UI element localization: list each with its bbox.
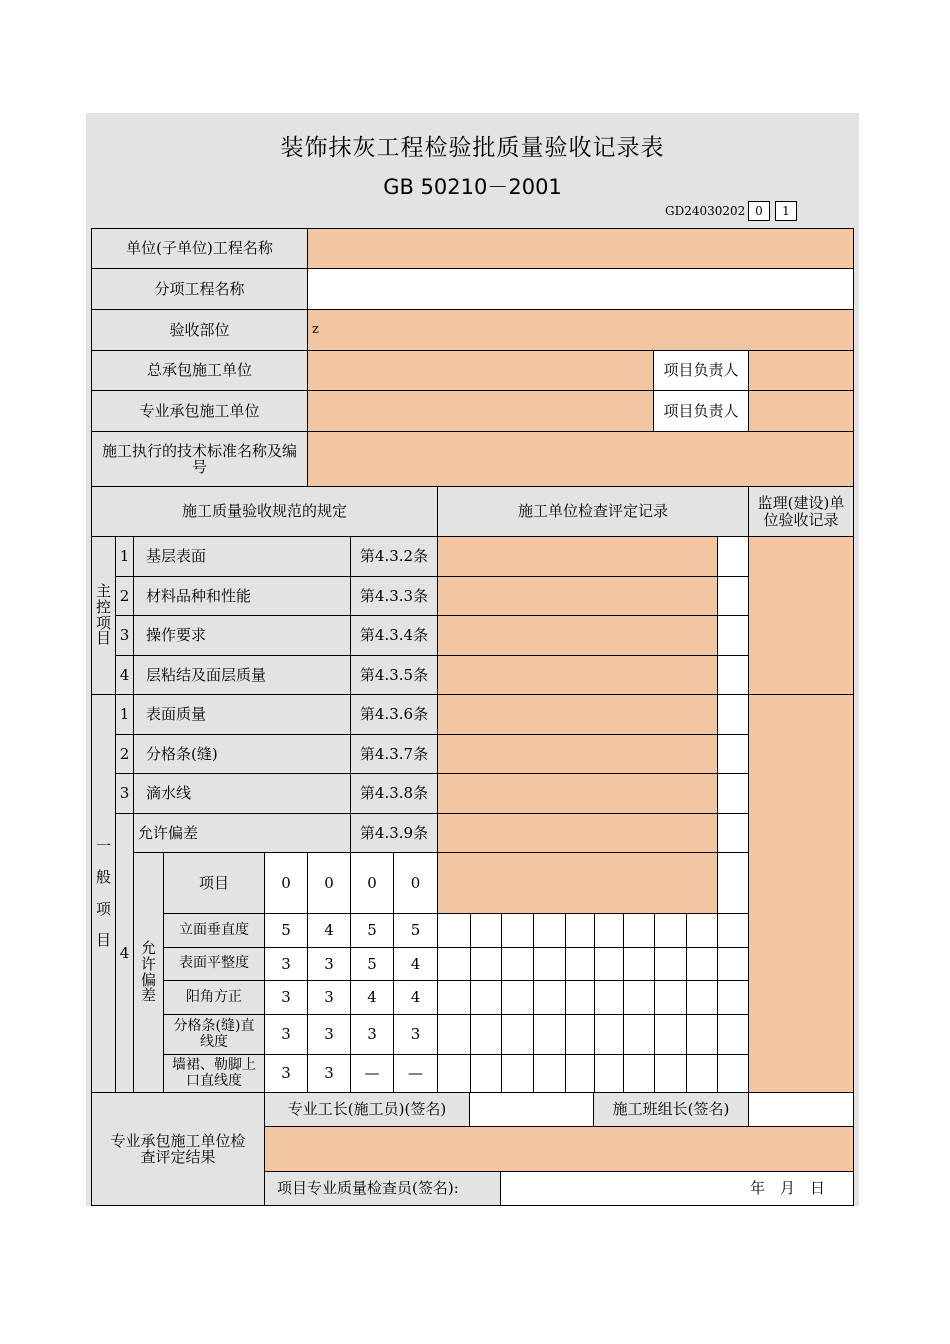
mc-result-field[interactable]	[717, 576, 749, 616]
mc-name: 层粘结及面层质量	[133, 655, 351, 695]
mc-record-field[interactable]	[437, 655, 718, 695]
form-code: GD24030202	[665, 204, 746, 218]
mc-result-field[interactable]	[717, 615, 749, 656]
gi-no: 3	[115, 773, 134, 814]
tech-standard-field[interactable]	[307, 431, 854, 487]
code-box-1[interactable]: 0	[748, 201, 770, 221]
general-label: 一般项目	[91, 694, 116, 1093]
tol-row-value: 3	[264, 1054, 308, 1093]
supervision-header: 监理(建设)单位验收记录	[748, 486, 854, 537]
mc-record-field[interactable]	[437, 576, 718, 616]
gi-result-field[interactable]	[717, 773, 749, 814]
tolerance-vertical-label: 允许偏差	[133, 852, 164, 1093]
general-contractor-label: 总承包施工单位	[91, 350, 308, 391]
tol-measure-cell[interactable]	[686, 947, 718, 981]
tolerance-clause: 第4.3.9条	[350, 813, 438, 853]
tol-row-value: 3	[307, 947, 351, 981]
team-leader-signature-field[interactable]	[748, 1092, 854, 1127]
general-contractor-field[interactable]	[307, 350, 654, 391]
tol-measure-cell[interactable]	[533, 913, 566, 948]
acceptance-part-label: 验收部位	[91, 309, 308, 351]
tol-measure-cell[interactable]	[717, 913, 750, 948]
tol-measure-cell[interactable]	[623, 980, 655, 1015]
tol-measure-cell[interactable]	[686, 1014, 718, 1055]
tol-measure-cell[interactable]	[565, 980, 595, 1015]
tol-measure-cell[interactable]	[654, 947, 687, 981]
gi-clause: 第4.3.7条	[350, 734, 438, 774]
tol-row-name: 墙裙、勒脚上口直线度	[163, 1054, 265, 1093]
tol-row-value: 3	[264, 980, 308, 1015]
tol-row-value: 4	[393, 947, 438, 981]
gi-supervision-field[interactable]	[748, 694, 854, 1093]
tol-measure-cell[interactable]	[654, 913, 687, 948]
specialty-contractor-field[interactable]	[307, 390, 654, 432]
main-control-label: 主控项目	[91, 536, 116, 695]
tol-row-value: 5	[264, 913, 308, 948]
form-title: 装饰抹灰工程检验批质量验收记录表	[280, 135, 665, 161]
tol-measure-cell[interactable]	[654, 1014, 687, 1055]
gi-result-field[interactable]	[717, 694, 749, 735]
tol-measure-cell[interactable]	[470, 1054, 502, 1093]
tol-measure-cell[interactable]	[501, 947, 534, 981]
tol-row-value: 3	[264, 1014, 308, 1055]
acceptance-part-field[interactable]: z	[307, 309, 854, 351]
tol-measure-cell[interactable]	[623, 1054, 655, 1093]
construction-record-header: 施工单位检查评定记录	[437, 486, 749, 537]
tol-measure-cell[interactable]	[594, 1014, 624, 1055]
standard-number: GB 50210－2001	[383, 175, 562, 199]
gi-no: 1	[115, 694, 134, 735]
tol-measure-cell[interactable]	[533, 1014, 566, 1055]
project-manager-field[interactable]	[748, 350, 854, 391]
tol-row-value: 3	[307, 1014, 351, 1055]
foreman-label: 专业工长(施工员)(签名)	[264, 1092, 470, 1127]
tol-measure-cell[interactable]	[686, 1054, 718, 1093]
gi-record-field[interactable]	[437, 734, 718, 774]
mc-no: 2	[115, 576, 134, 616]
tol-measure-cell[interactable]	[565, 913, 595, 948]
tol-measure-cell[interactable]	[623, 1014, 655, 1055]
tol-row-name: 阳角方正	[163, 980, 265, 1015]
gi-record-field[interactable]	[437, 773, 718, 814]
mc-clause: 第4.3.2条	[350, 536, 438, 577]
tol-measure-cell[interactable]	[501, 913, 534, 948]
project-manager-label: 项目负责人	[653, 350, 749, 391]
tolerance-label: 允许偏差	[133, 813, 351, 853]
gi-name: 滴水线	[133, 773, 351, 814]
tol-row-value: 4	[307, 913, 351, 948]
tol-measure-cell[interactable]	[594, 1054, 624, 1093]
result-field[interactable]	[264, 1126, 854, 1172]
gi-name: 表面质量	[133, 694, 351, 735]
tol-header-value: 0	[350, 852, 394, 914]
tol-row-value: 5	[393, 913, 438, 948]
tolerance-record-field[interactable]	[437, 813, 718, 853]
tol-header-result-field[interactable]	[717, 852, 749, 914]
tol-row-value: 3	[307, 1054, 351, 1093]
inspector-label: 项目专业质量检查员(签名):	[264, 1171, 501, 1206]
tol-measure-cell[interactable]	[501, 980, 534, 1015]
tol-row-value: 3	[393, 1014, 438, 1055]
tol-measure-cell[interactable]	[717, 1014, 750, 1055]
tol-row-name: 立面垂直度	[163, 913, 265, 948]
project-manager-field-2[interactable]	[748, 390, 854, 432]
unit-project-field[interactable]	[307, 228, 854, 269]
mc-clause: 第4.3.3条	[350, 576, 438, 616]
mc-name: 材料品种和性能	[133, 576, 351, 616]
mc-supervision-field[interactable]	[748, 536, 854, 695]
tol-measure-cell[interactable]	[594, 947, 624, 981]
tol-measure-cell[interactable]	[437, 1054, 471, 1093]
tol-row-value: 3	[350, 1014, 394, 1055]
tol-row-name: 表面平整度	[163, 947, 265, 981]
tol-row-value: 5	[350, 947, 394, 981]
tol-measure-cell[interactable]	[533, 1054, 566, 1093]
tol-measure-cell[interactable]	[686, 913, 718, 948]
tol-row-value: 4	[393, 980, 438, 1015]
tol-measure-cell[interactable]	[533, 980, 566, 1015]
tech-standard-label: 施工执行的技术标准名称及编号	[91, 431, 308, 487]
tol-row-value: 3	[264, 947, 308, 981]
mc-no: 3	[115, 615, 134, 656]
tol-measure-cell[interactable]	[717, 947, 750, 981]
tol-header-name: 项目	[163, 852, 265, 914]
tol-measure-cell[interactable]	[594, 913, 624, 948]
tol-measure-cell[interactable]	[437, 980, 471, 1015]
tol-header-value: 0	[264, 852, 308, 914]
mc-record-field[interactable]	[437, 615, 718, 656]
tol-measure-cell[interactable]	[470, 1014, 502, 1055]
tol-measure-cell[interactable]	[623, 947, 655, 981]
tol-row-name: 分格条(缝)直线度	[163, 1014, 265, 1055]
spec-header: 施工质量验收规范的规定	[91, 486, 438, 537]
tol-measure-cell[interactable]	[565, 947, 595, 981]
mc-no: 4	[115, 655, 134, 695]
tol-header-value: 0	[393, 852, 438, 914]
tol-measure-cell[interactable]	[565, 1054, 595, 1093]
tol-measure-cell[interactable]	[717, 980, 750, 1015]
gi-clause: 第4.3.6条	[350, 694, 438, 735]
tol-row-value: 4	[350, 980, 394, 1015]
specialty-contractor-label: 专业承包施工单位	[91, 390, 308, 432]
tol-measure-cell[interactable]	[470, 913, 502, 948]
gi-no: 2	[115, 734, 134, 774]
project-manager-label-2: 项目负责人	[653, 390, 749, 432]
tol-measure-cell[interactable]	[437, 1014, 471, 1055]
gi-name: 分格条(缝)	[133, 734, 351, 774]
tol-header-value: 0	[307, 852, 351, 914]
tol-measure-cell[interactable]	[654, 980, 687, 1015]
tolerance-result-field[interactable]	[717, 813, 749, 853]
tol-measure-cell[interactable]	[437, 913, 471, 948]
tol-measure-cell[interactable]	[654, 1054, 687, 1093]
tol-measure-cell[interactable]	[686, 980, 718, 1015]
mc-no: 1	[115, 536, 134, 577]
tol-measure-cell[interactable]	[470, 947, 502, 981]
tol-measure-cell[interactable]	[470, 980, 502, 1015]
mc-clause: 第4.3.5条	[350, 655, 438, 695]
tol-header-record-field[interactable]	[437, 852, 718, 914]
gi-clause: 第4.3.8条	[350, 773, 438, 814]
sub-project-label: 分项工程名称	[91, 268, 308, 310]
mc-result-field[interactable]	[717, 536, 749, 577]
tol-measure-cell[interactable]	[717, 1054, 750, 1093]
team-leader-label: 施工班组长(签名)	[593, 1092, 749, 1127]
tol-measure-cell[interactable]	[501, 1054, 534, 1093]
tol-row-value: 5	[350, 913, 394, 948]
tolerance-no: 4	[115, 813, 134, 1093]
tol-measure-cell[interactable]	[594, 980, 624, 1015]
tol-measure-cell[interactable]	[623, 913, 655, 948]
foreman-signature-field[interactable]	[469, 1092, 594, 1127]
mc-name: 操作要求	[133, 615, 351, 656]
gi-record-field[interactable]	[437, 694, 718, 735]
code-box-2[interactable]: 1	[775, 201, 797, 221]
tol-row-value: —	[393, 1054, 438, 1093]
tol-measure-cell[interactable]	[437, 947, 471, 981]
gi-result-field[interactable]	[717, 734, 749, 774]
mc-record-field[interactable]	[437, 536, 718, 577]
tol-measure-cell[interactable]	[533, 947, 566, 981]
sub-project-field[interactable]	[307, 268, 854, 310]
mc-clause: 第4.3.4条	[350, 615, 438, 656]
result-label: 专业承包施工单位检查评定结果	[91, 1092, 265, 1206]
mc-name: 基层表面	[133, 536, 351, 577]
tol-measure-cell[interactable]	[501, 1014, 534, 1055]
tol-measure-cell[interactable]	[565, 1014, 595, 1055]
mc-result-field[interactable]	[717, 655, 749, 695]
unit-project-label: 单位(子单位)工程名称	[91, 228, 308, 269]
date-field[interactable]: 年 月 日	[500, 1171, 854, 1206]
tol-row-value: —	[350, 1054, 394, 1093]
tol-row-value: 3	[307, 980, 351, 1015]
